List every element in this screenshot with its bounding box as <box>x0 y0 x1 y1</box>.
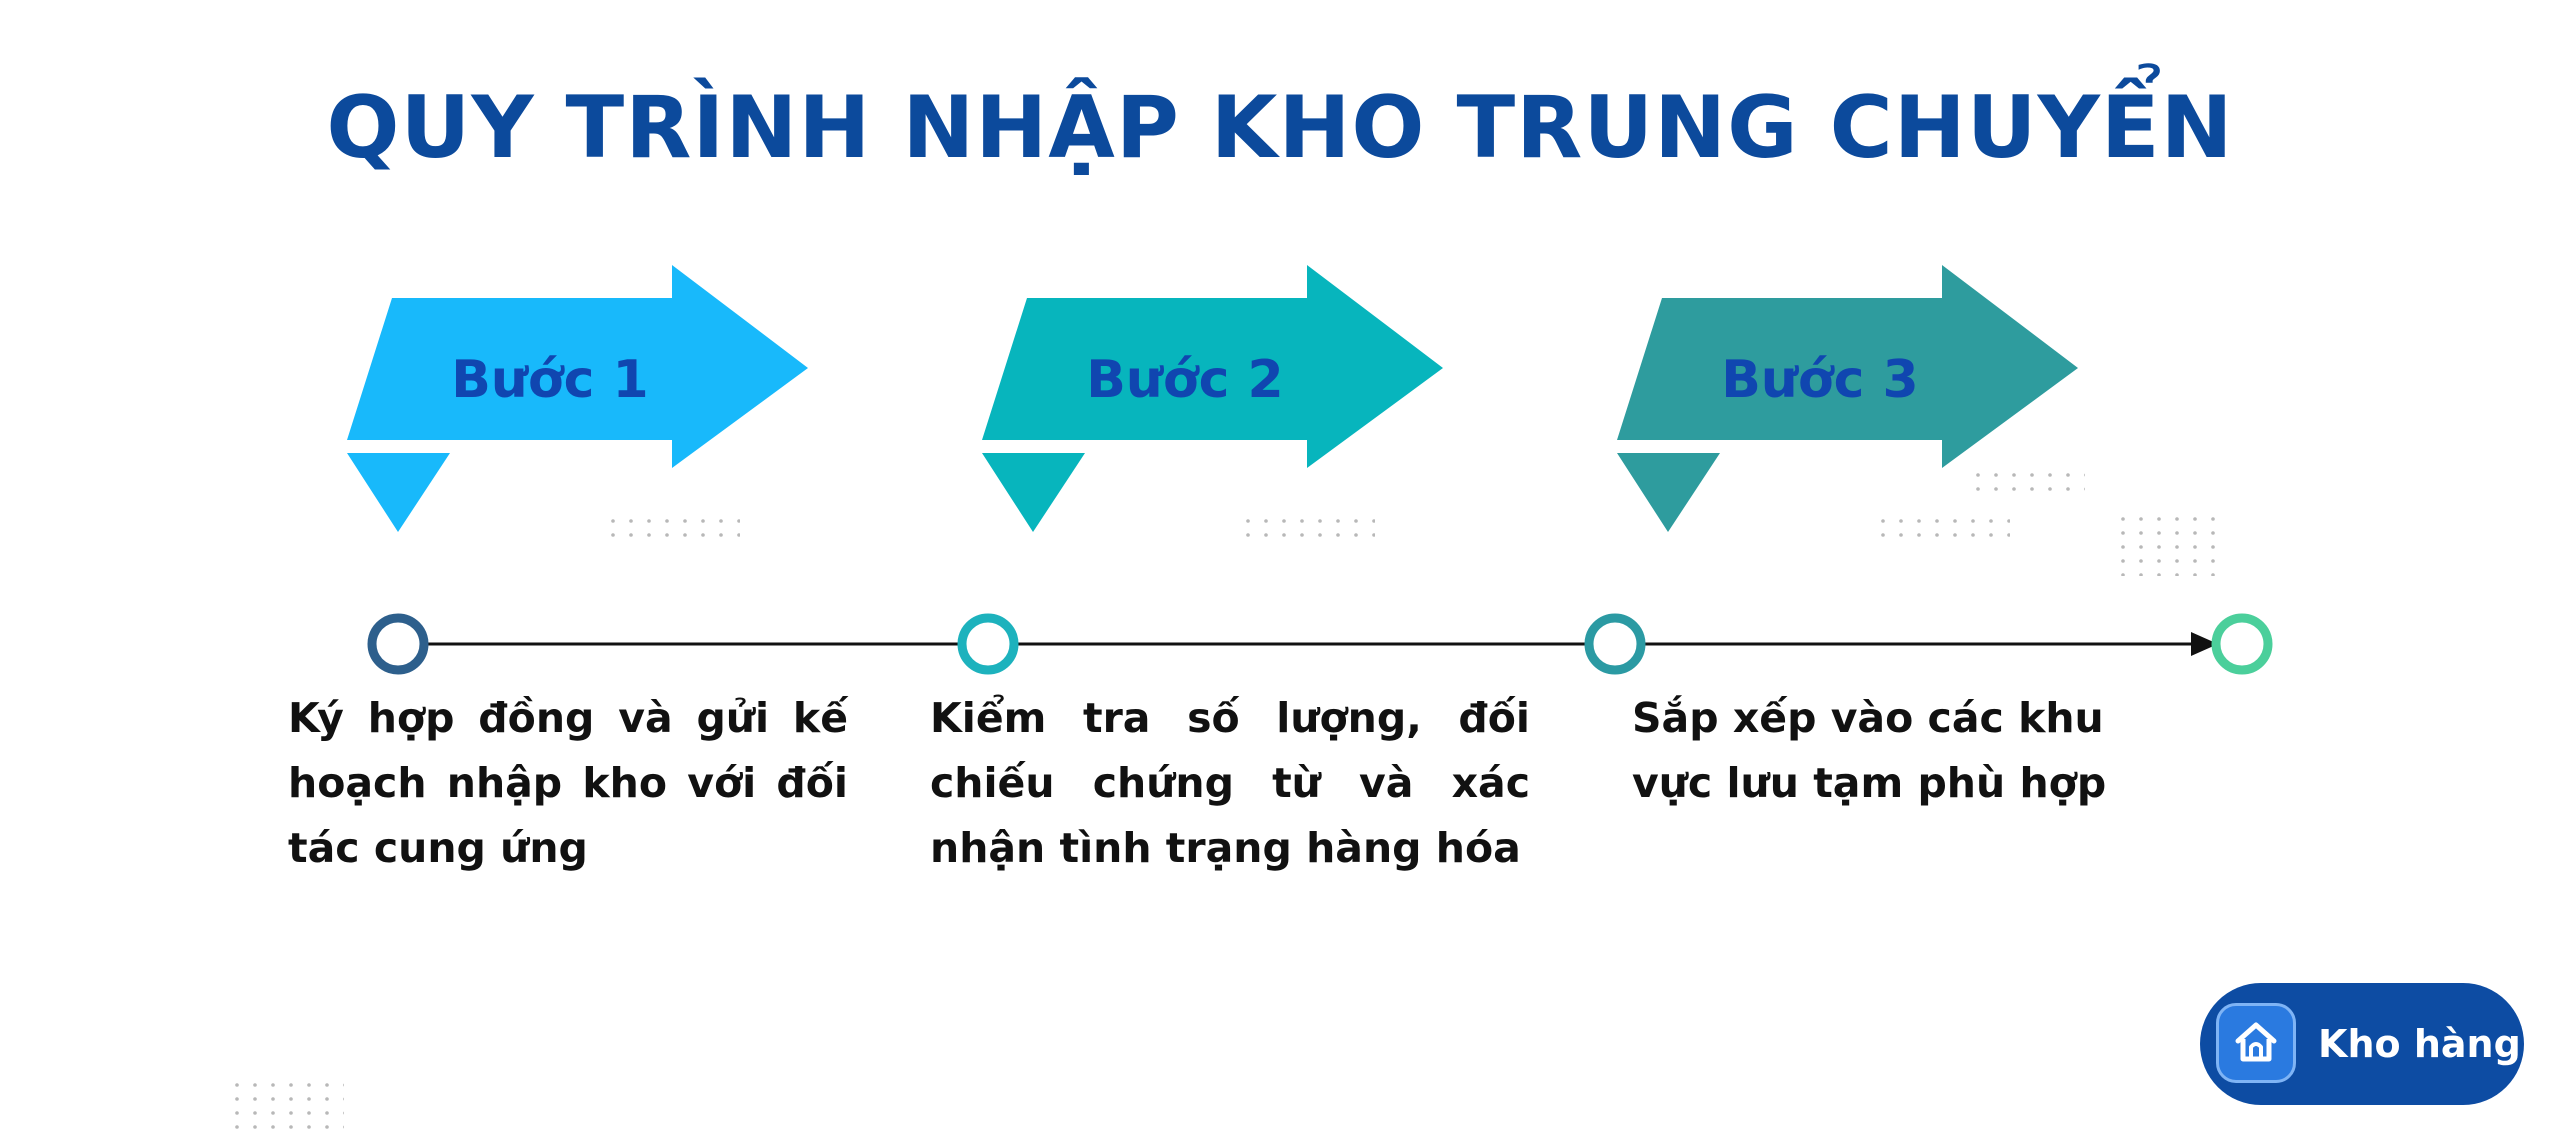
decorative-dots <box>234 1082 344 1138</box>
step-1-description: Ký hợp đồng và gửi kế hoạch nhập kho với đối tác cung ứng <box>288 694 848 872</box>
timeline-node-1 <box>372 618 424 670</box>
step-2-arrow <box>975 260 1445 540</box>
step-3-label: Bước 3 <box>1721 350 1919 410</box>
step-1-flag-shape <box>347 453 450 532</box>
step-1-arrow <box>340 260 810 540</box>
timeline-node-4 <box>2216 618 2268 670</box>
decorative-dots <box>1880 518 2010 546</box>
step-3-description: Sắp xếp vào các khu vực lưu tạm phù hợp <box>1632 694 2107 807</box>
decorative-dots <box>1975 472 2085 500</box>
decorative-dots <box>2120 516 2220 576</box>
kho-hang-button[interactable] <box>2200 983 2524 1105</box>
timeline <box>0 600 2560 690</box>
step-1-label: Bước 1 <box>451 350 649 410</box>
timeline-node-2 <box>962 618 1014 670</box>
timeline-node-3 <box>1589 618 1641 670</box>
home-icon <box>2216 1003 2296 1083</box>
step-3-flag-shape <box>1617 453 1720 532</box>
decorative-dots <box>1245 518 1375 546</box>
page-title: QUY TRÌNH NHẬP KHO TRUNG CHUYỂN <box>326 78 2234 178</box>
decorative-dots <box>610 518 740 546</box>
step-2-description: Kiểm tra số lượng, đối chiếu chứng từ và xác nhận tình trạng hàng hóa <box>930 694 1530 872</box>
kho-hang-label: Kho hàng <box>2318 1022 2521 1066</box>
step-2-label: Bước 2 <box>1086 350 1284 410</box>
step-2-flag-shape <box>982 453 1085 532</box>
